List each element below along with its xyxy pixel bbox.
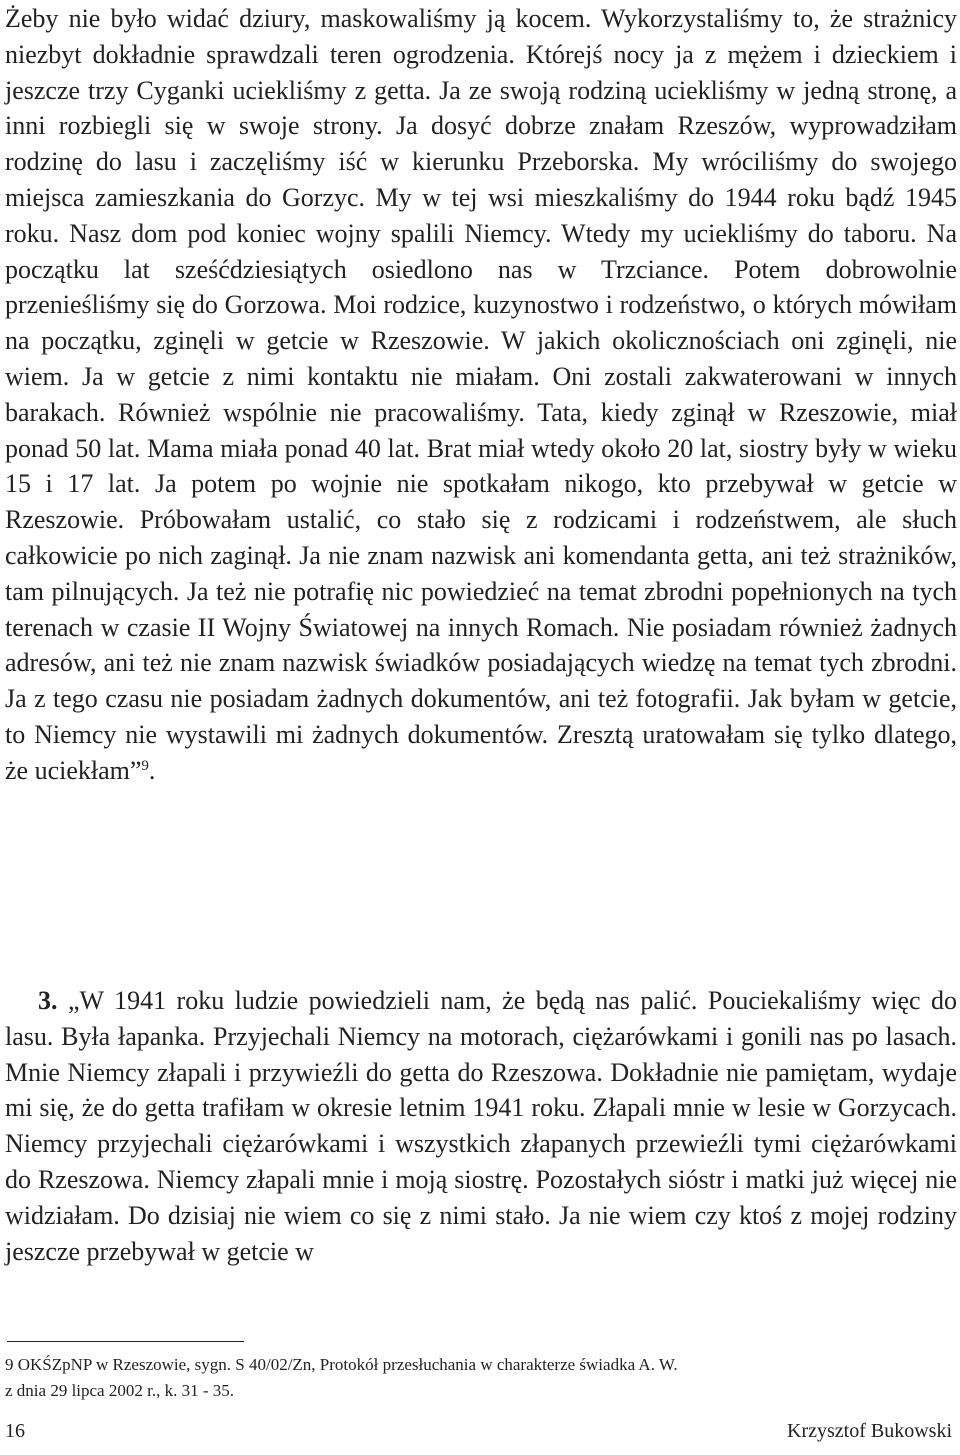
footnote-separator: [7, 1341, 244, 1342]
footnote-line: 9 OKŚZpNP w Rzeszowie, sygn. S 40/02/Zn, Protokół przesłuchania w charakterze świadka A. W.: [5, 1355, 678, 1374]
footnote-reference[interactable]: 9: [141, 757, 149, 774]
document-page: [5, 0, 957, 1455]
running-footer-author: Krzysztof Bukowski: [787, 1420, 952, 1442]
footnote: [5, 1352, 957, 1404]
paragraph-text: Żeby nie było widać dziury, maskowaliśmy ją kocem. Wykorzystaliśmy to, że strażnicy niezbyt dokładnie sprawdzali teren ogrodzenia. Którejś nocy ja z mężem i dzieckiem i jeszcze trzy Cyganki uciekliśmy z getta. Ja ze swoją rodziną uciekliśmy w jedną stronę, a inni rozbiegli się w swoje strony. Ja dosyć dobrze znałam Rzeszów, wyprowadziłam rodzinę do lasu i zaczęliśmy iść w kierunku Przeborska. My wróciliśmy do swojego miejsca zamieszkania do Gorzyc. My w tej wsi mieszkaliśmy do 1944 roku bądź 1945 roku. Nasz dom pod koniec wojny spalili Niemcy. Wtedy my uciekliśmy do taboru. Na początku lat sześćdziesiątych osiedlono nas w Trzciance. Potem dobrowolnie przenieśliśmy się do Gorzowa. Moi rodzice, kuzynostwo i rodzeństwo, o których mówiłam na początku, zginęli w getcie w Rzeszowie. W jakich okolicznościach oni zginęli, nie wiem. Ja w getcie z nimi kontaktu nie miałam. Oni zostali zakwaterowani w innych barakach. Również wspólnie nie pracowaliśmy. Tata, kiedy zginął w Rzeszowie, miał ponad 50 lat. Mama miała ponad 40 lat. Brat miał wtedy około 20 lat, siostry były w wieku 15 i 17 lat. Ja potem po wojnie nie spotkałam nikogo, kto przebywał w getcie w Rzeszowie. Próbowałam ustalić, co stało się z rodzicami i rodzeństwem, ale słuch całkowicie po nich zaginął. Ja nie znam nazwisk ani komendanta getta, ani też strażników, tam pilnujących. Ja też nie potrafię nic powiedzieć na temat zbrodni popełnionych na tych terenach w czasie II Wojny Światowej na innych Romach. Nie posiadam również żadnych adresów, ani też nie znam nazwisk świadków posiadających wiedzę na temat tych zbrodni. Ja z tego czasu nie posiadam żadnych dokumentów, ani też fotografii. Jak byłam w getcie, to Niemcy nie wystawili mi żadnych dokumentów. Zresztą uratowałam się tylko dlatego, że uciekłam”: [5, 4, 957, 785]
paragraph-end-punctuation: .: [148, 755, 156, 785]
paragraph-text: „W 1941 roku ludzie powiedzieli nam, że będą nas palić. Pouciekaliśmy więc do lasu. Była łapanka. Przyjechali Niemcy na motorach, ciężarówkami i gonili nas po lasach. Mnie Niemcy złapali i przywieźli do getta do Rzeszowa. Dokładnie nie pamiętam, wydaje mi się, że do getta trafiłam w okresie letnim 1941 roku. Złapali mnie w lesie w Gorzycach. Niemcy przyjechali ciężarówkami i wszystkich złapanych przewieźli tymi ciężarówkami do Rzeszowa. Niemcy złapali mnie i moją siostrę. Pozostałych sióstr i matki już więcej nie widziałam. Do dzisiaj nie wiem co się z nimi stało. Ja nie wiem czy ktoś z mojej rodziny jeszcze przebywał w getcie w: [5, 986, 958, 1266]
testimony-paragraph: [5, 983, 957, 1269]
footnote-line: z dnia 29 lipca 2002 r., k. 31 - 35.: [5, 1381, 234, 1400]
body-paragraph: [5, 1, 957, 789]
page-number: 16: [5, 1420, 25, 1442]
testimony-number: 3.: [38, 986, 58, 1015]
